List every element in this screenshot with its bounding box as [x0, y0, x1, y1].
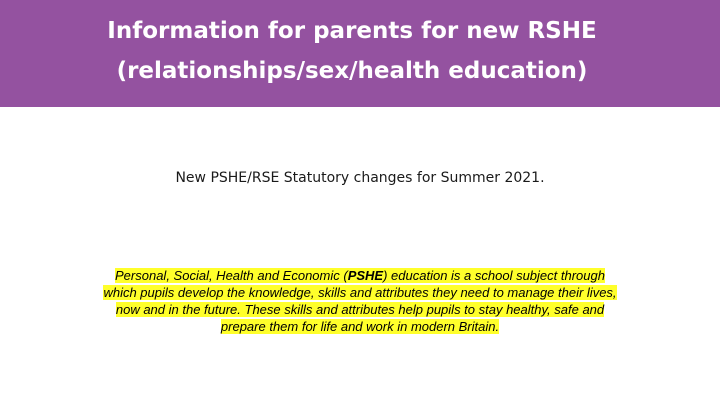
slide-title-line-2: (relationships/sex/health education)	[116, 58, 588, 84]
definition-line-1-end: ) education is a school subject through	[383, 268, 605, 283]
definition-line-2	[0, 284, 720, 301]
pshe-acronym: PSHE	[347, 268, 384, 283]
definition-line-1-start: Personal, Social, Health and Economic (	[115, 268, 348, 283]
pshe-definition-paragraph	[0, 267, 720, 335]
definition-line-1	[0, 267, 720, 284]
definition-line-4	[0, 318, 720, 335]
slide-title-line-1: Information for parents for new RSHE	[107, 18, 597, 44]
header-band	[0, 0, 720, 107]
definition-line-3	[0, 301, 720, 318]
highlight: now and in the future. These skills and attributes help pupils to stay healthy, safe and	[115, 302, 605, 317]
highlight: which pupils develop the knowledge, skills and attributes they need to manage their lives,	[103, 285, 617, 300]
highlight: prepare them for life and work in modern Britain.	[220, 319, 500, 334]
slide-subtitle: New PSHE/RSE Statutory changes for Summer 2021.	[175, 170, 545, 186]
highlight	[115, 268, 605, 283]
